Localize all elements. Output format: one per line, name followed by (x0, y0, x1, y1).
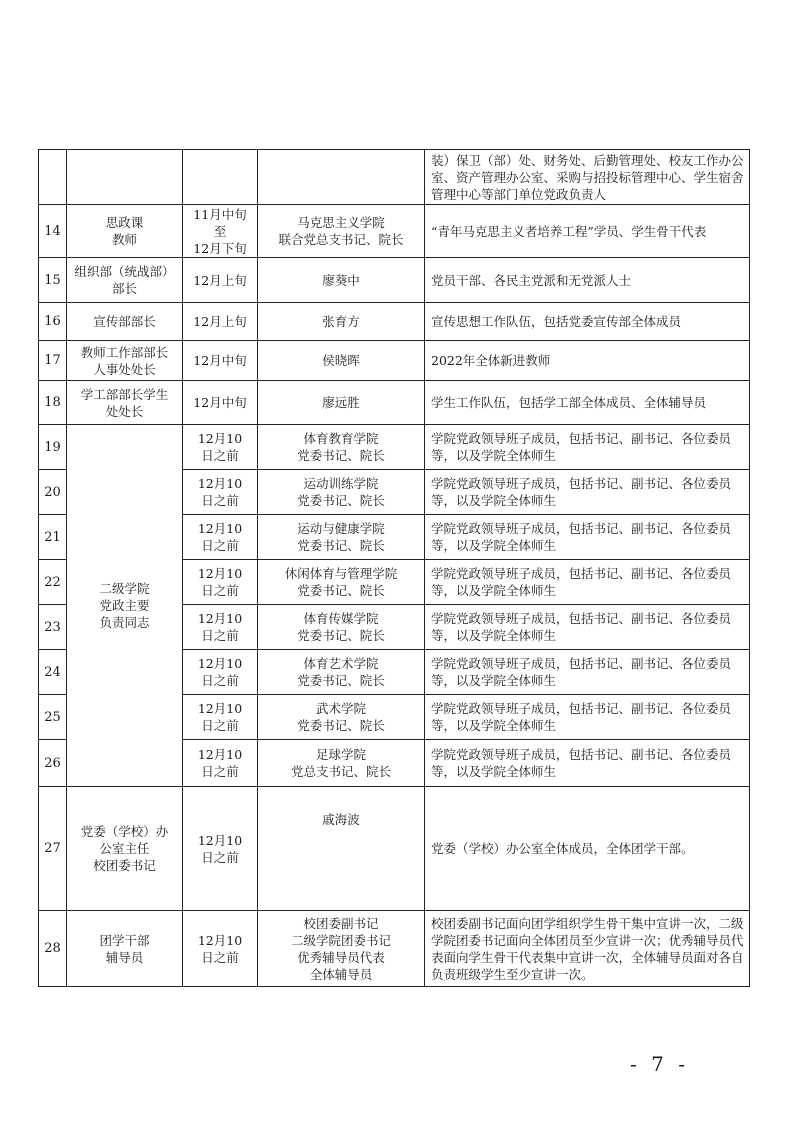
row-number: 27 (39, 787, 67, 911)
time-cell: 12月10 日之前 (183, 650, 258, 695)
table-row (39, 205, 750, 258)
person-cell: 廖远胜 (258, 381, 425, 425)
time-cell: 12月10 日之前 (183, 695, 258, 740)
speaker-cell: 团学干部 辅导员 (67, 911, 183, 987)
table-row (39, 258, 750, 303)
person-cell: 运动训练学院 党委书记、院长 (258, 470, 425, 515)
time-cell: 12月上旬 (183, 303, 258, 341)
audience-cell: 学生工作队伍，包括学工部全体成员、全体辅导员 (425, 381, 750, 425)
row-number: 25 (39, 695, 67, 740)
table-row (39, 381, 750, 425)
person-cell: 运动与健康学院 党委书记、院长 (258, 515, 425, 560)
audience-cell: 装）保卫（部）处、财务处、后勤管理处、校友工作办公室、资产管理办公室、采购与招投标管理中心、学生宿舍管理中心等部门单位党政负责人 (425, 150, 750, 205)
row-number: 23 (39, 605, 67, 650)
time-cell (183, 150, 258, 205)
person-cell: 廖葵中 (258, 258, 425, 303)
speaker-cell: 二级学院 党政主要 负责同志 (67, 425, 183, 787)
audience-cell: 学院党政领导班子成员，包括书记、副书记、各位委员等，以及学院全体师生 (425, 650, 750, 695)
audience-cell: 学院党政领导班子成员，包括书记、副书记、各位委员等，以及学院全体师生 (425, 470, 750, 515)
time-cell: 12月中旬 (183, 341, 258, 381)
audience-cell: 学院党政领导班子成员，包括书记、副书记、各位委员等，以及学院全体师生 (425, 605, 750, 650)
table-row (39, 911, 750, 987)
row-number: 24 (39, 650, 67, 695)
time-cell: 12月10 日之前 (183, 740, 258, 787)
time-cell: 11月中旬 至 12月下旬 (183, 205, 258, 258)
speaker-cell (67, 150, 183, 205)
audience-cell: 校团委副书记面向团学组织学生骨干集中宣讲一次，二级学院团委书记面向全体团员至少宣讲一次；优秀辅导员代表面向学生骨干代表集中宣讲一次，全体辅导员面对各自负责班级学生至少宣讲一次。 (425, 911, 750, 987)
table-row (39, 425, 750, 470)
audience-cell: 学院党政领导班子成员，包括书记、副书记、各位委员等，以及学院全体师生 (425, 425, 750, 470)
time-cell: 12月10 日之前 (183, 470, 258, 515)
time-cell: 12月10 日之前 (183, 605, 258, 650)
person-cell: 张育方 (258, 303, 425, 341)
time-cell: 12月中旬 (183, 381, 258, 425)
audience-cell: 党委（学校）办公室全体成员，全体团学干部。 (425, 787, 750, 911)
person-cell: 体育教育学院 党委书记、院长 (258, 425, 425, 470)
audience-cell: 学院党政领导班子成员，包括书记、副书记、各位委员等，以及学院全体师生 (425, 695, 750, 740)
time-cell: 12月10 日之前 (183, 787, 258, 911)
time-cell: 12月10 日之前 (183, 560, 258, 605)
audience-cell: 宣传思想工作队伍，包括党委宣传部全体成员 (425, 303, 750, 341)
audience-cell: 党员干部、各民主党派和无党派人士 (425, 258, 750, 303)
speaker-cell: 思政课 教师 (67, 205, 183, 258)
row-number: 22 (39, 560, 67, 605)
person-cell: 体育艺术学院 党委书记、院长 (258, 650, 425, 695)
speaker-cell: 学工部部长学生 处处长 (67, 381, 183, 425)
audience-cell: 学院党政领导班子成员，包括书记、副书记、各位委员等，以及学院全体师生 (425, 740, 750, 787)
row-number: 21 (39, 515, 67, 560)
time-cell: 12月上旬 (183, 258, 258, 303)
row-number: 17 (39, 341, 67, 381)
person-cell: 武术学院 党委书记、院长 (258, 695, 425, 740)
row-number: 18 (39, 381, 67, 425)
speaker-cell: 宣传部部长 (67, 303, 183, 341)
row-number: 15 (39, 258, 67, 303)
person-cell: 体育传媒学院 党委书记、院长 (258, 605, 425, 650)
row-number (39, 150, 67, 205)
row-number: 16 (39, 303, 67, 341)
person-cell: 校团委副书记 二级学院团委书记 优秀辅导员代表 全体辅导员 (258, 911, 425, 987)
person-cell: 戚海波 (258, 787, 425, 911)
row-number: 14 (39, 205, 67, 258)
time-cell: 12月10 日之前 (183, 425, 258, 470)
audience-cell: 2022年全体新进教师 (425, 341, 750, 381)
table-row (39, 150, 750, 205)
person-cell (258, 150, 425, 205)
person-cell: 足球学院 党总支书记、院长 (258, 740, 425, 787)
time-cell: 12月10 日之前 (183, 515, 258, 560)
audience-cell: 学院党政领导班子成员，包括书记、副书记、各位委员等，以及学院全体师生 (425, 515, 750, 560)
speaker-cell: 教师工作部部长 人事处处长 (67, 341, 183, 381)
row-number: 26 (39, 740, 67, 787)
table-row (39, 341, 750, 381)
person-cell: 侯晓晖 (258, 341, 425, 381)
time-cell: 12月10 日之前 (183, 911, 258, 987)
table-row (39, 787, 750, 911)
speaker-cell: 组织部（统战部） 部长 (67, 258, 183, 303)
audience-cell: 学院党政领导班子成员，包括书记、副书记、各位委员等，以及学院全体师生 (425, 560, 750, 605)
row-number: 20 (39, 470, 67, 515)
person-cell: 休闲体育与管理学院 党委书记、院长 (258, 560, 425, 605)
row-number: 19 (39, 425, 67, 470)
speaker-cell: 党委（学校）办 公室主任 校团委书记 (67, 787, 183, 911)
arrangement-table (38, 149, 750, 987)
audience-cell: “青年马克思主义者培养工程”学员、学生骨干代表 (425, 205, 750, 258)
page-number: - 7 - (630, 1052, 689, 1076)
person-cell: 马克思主义学院 联合党总支书记、院长 (258, 205, 425, 258)
table-row (39, 303, 750, 341)
row-number: 28 (39, 911, 67, 987)
